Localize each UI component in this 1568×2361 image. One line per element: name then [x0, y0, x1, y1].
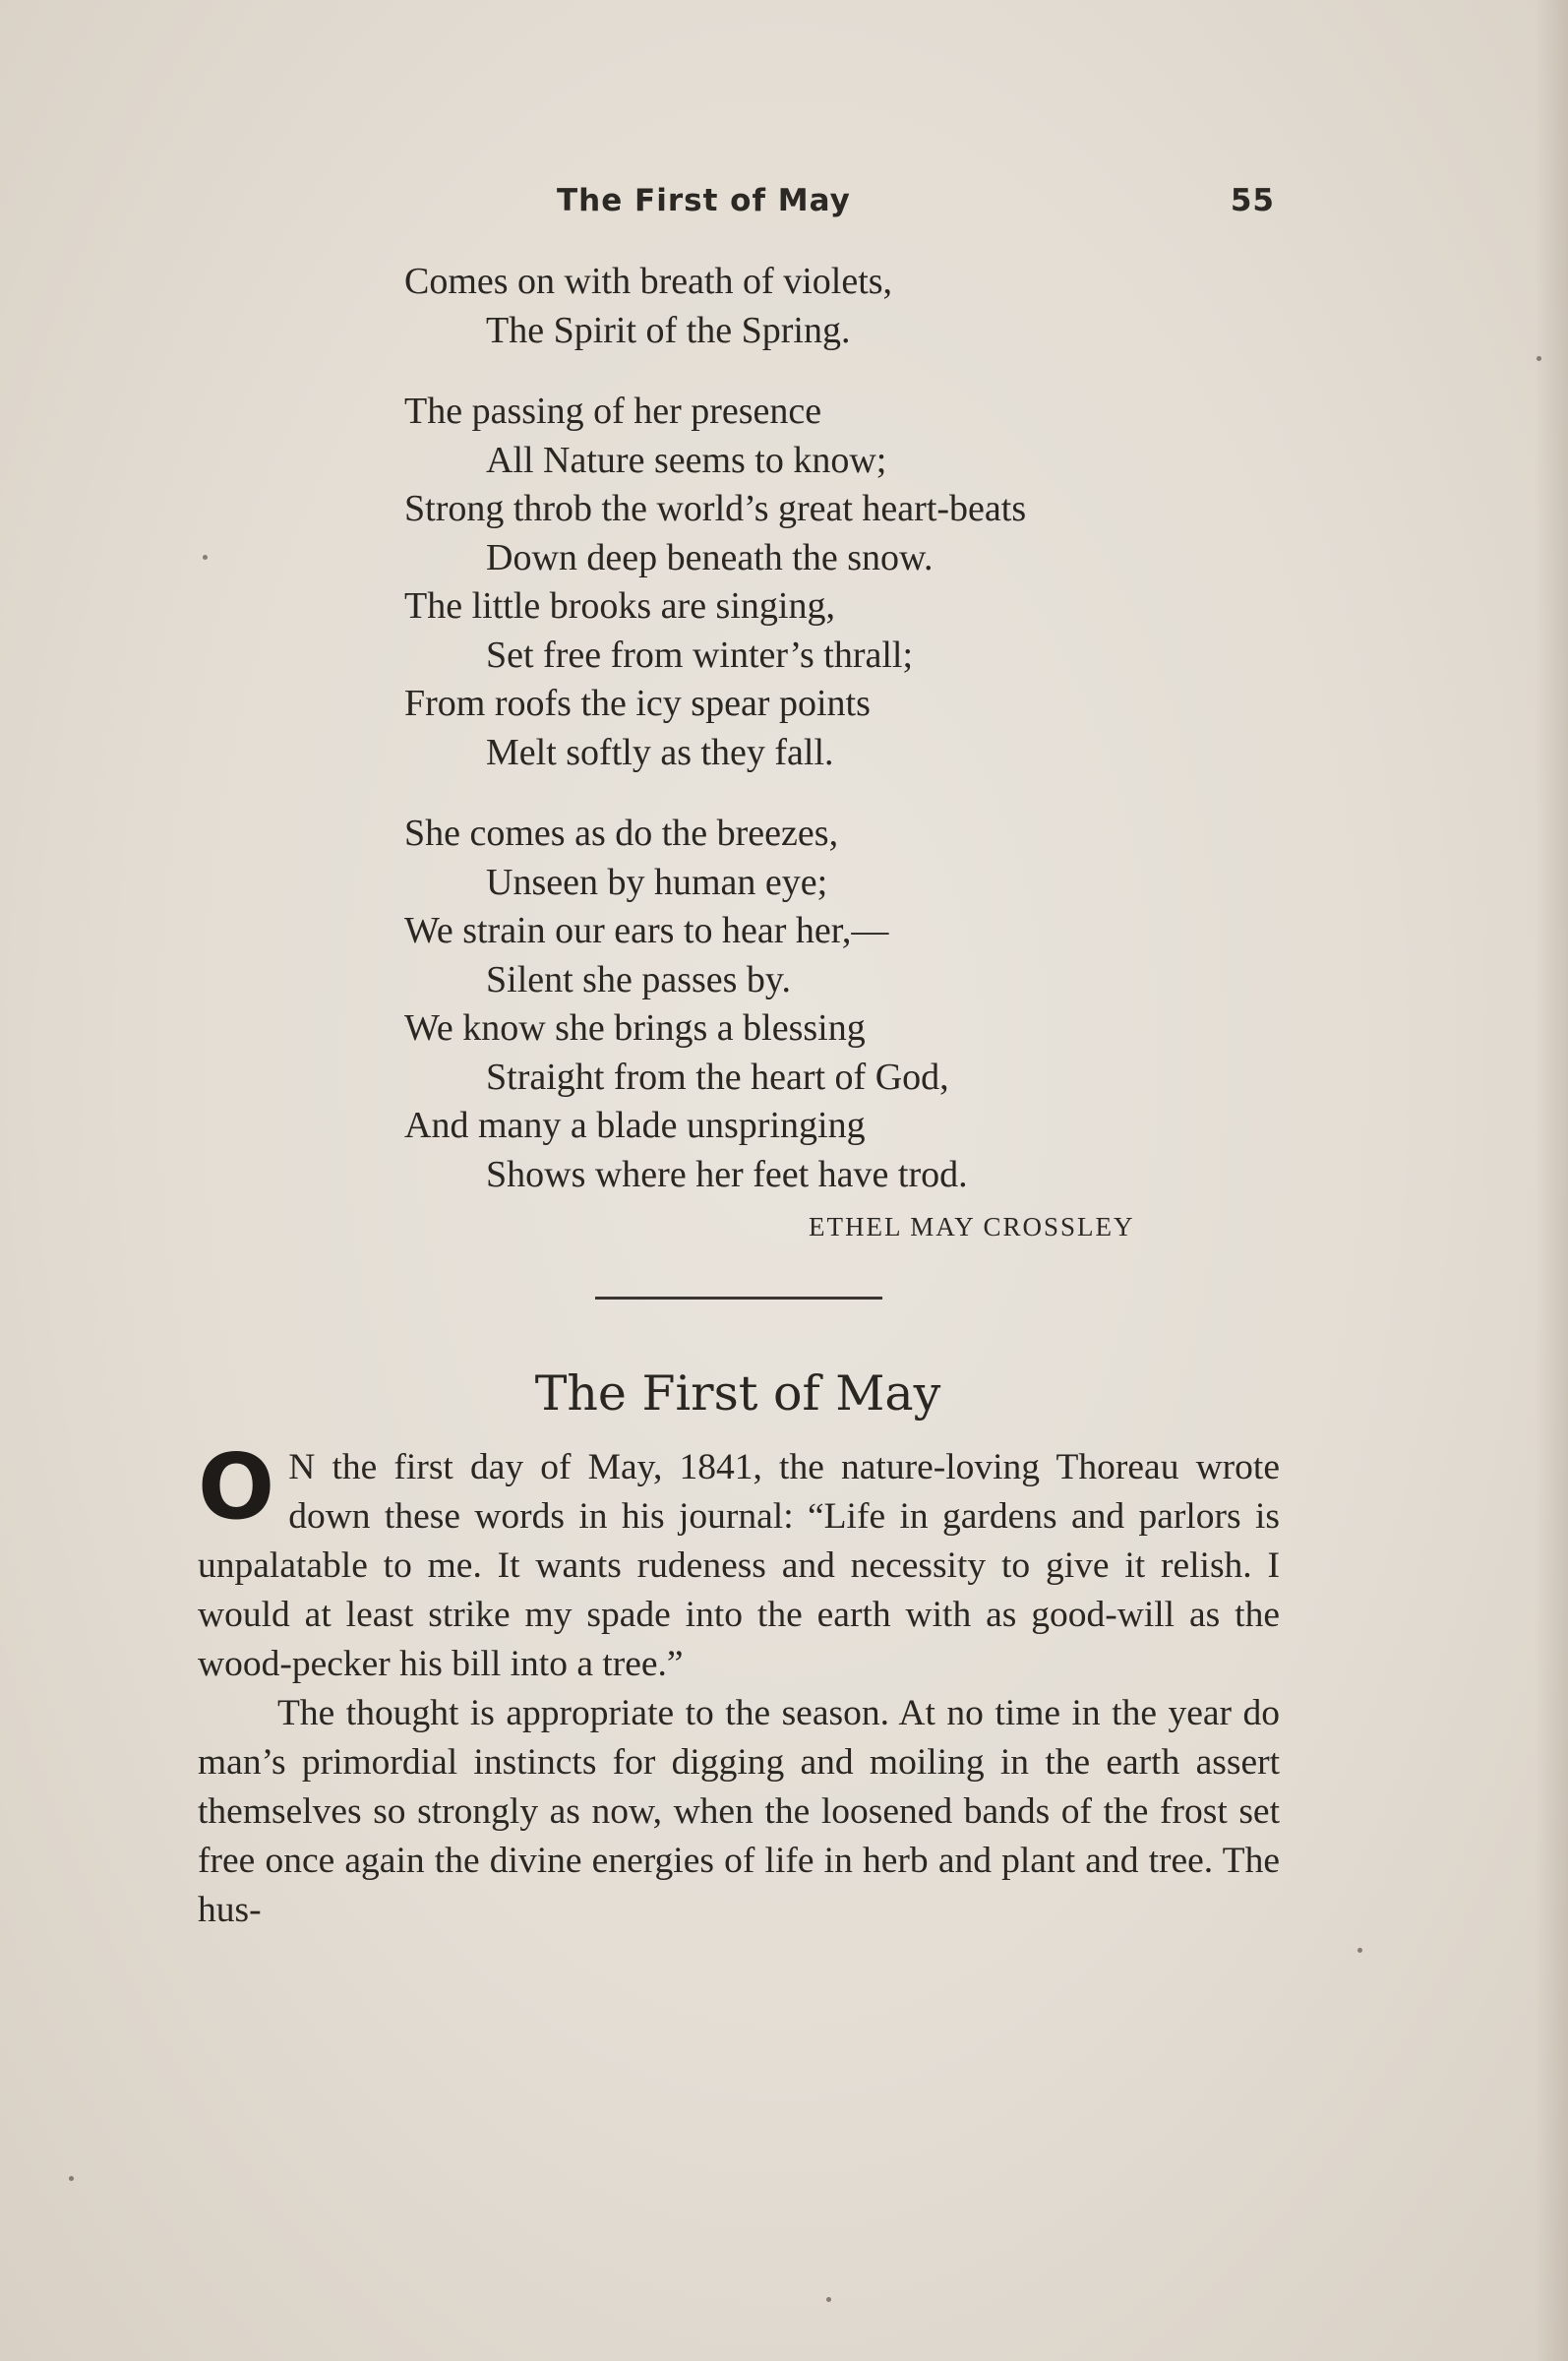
paper-speck: [1537, 356, 1541, 361]
paper-speck: [203, 555, 208, 560]
poem-line: And many a blade unspringing: [404, 1105, 866, 1146]
poem-line: We know she brings a blessing: [404, 1007, 866, 1049]
poem-line: Strong throb the world’s great heart-beats: [404, 488, 1027, 529]
poem-line: Down deep beneath the snow.: [486, 536, 934, 578]
article-paragraph: The thought is appropriate to the season. At no time in the year do man’s primordial instincts for digging and moiling in the earth assert themselves so strongly as now, when the loosened bands of the frost set free once again the divine energies of life in herb and plant and tree. The hus-: [198, 1693, 1280, 1930]
section-divider: [595, 1297, 882, 1300]
poem: [404, 258, 1290, 1232]
paper-speck: [1357, 1948, 1362, 1953]
poem-line: Straight from the heart of God,: [486, 1056, 949, 1098]
running-title: The First of May: [557, 183, 851, 218]
article-title: The First of May: [534, 1365, 941, 1422]
poem-stanza: [404, 388, 1290, 777]
running-header: [557, 183, 1275, 222]
article-body: [198, 1434, 1280, 1935]
poem-line: The little brooks are singing,: [404, 585, 835, 627]
poem-line: Melt softly as they fall.: [486, 731, 834, 773]
poem-author: ETHEL MAY CROSSLEY: [809, 1212, 1135, 1241]
paper-speck: [826, 2297, 831, 2302]
poem-line: She comes as do the breezes,: [404, 813, 839, 854]
poem-line: From roofs the icy spear points: [404, 683, 871, 724]
paper-speck: [69, 2176, 74, 2181]
poem-line: Silent she passes by.: [486, 958, 791, 1000]
poem-line: All Nature seems to know;: [486, 439, 887, 481]
poem-line: The passing of her presence: [404, 391, 822, 432]
page-number: 55: [1230, 183, 1275, 218]
poem-stanza: [404, 810, 1290, 1199]
poem-line: We strain our ears to hear her,—: [404, 910, 889, 951]
drop-cap: O: [198, 1434, 275, 1540]
poem-line: The Spirit of the Spring.: [486, 309, 851, 351]
poem-line: Set free from winter’s thrall;: [486, 634, 914, 676]
paragraph-text: N the first day of May, 1841, the nature-loving Thoreau wrote down these words in his journal: “Life in gardens and parlors is unpalatable to me. It wants rudeness and necessity to give it relish. I would at least strike my spade into the earth with as good-will as the wood-pecker his bill into a tree.”: [198, 1447, 1280, 1684]
poem-line: Unseen by human eye;: [486, 861, 828, 903]
poem-line: Comes on with breath of violets,: [404, 261, 893, 302]
article-paragraph: [198, 1434, 1280, 1689]
poem-stanza: [404, 258, 1290, 355]
poem-line: Shows where her feet have trod.: [486, 1153, 968, 1195]
